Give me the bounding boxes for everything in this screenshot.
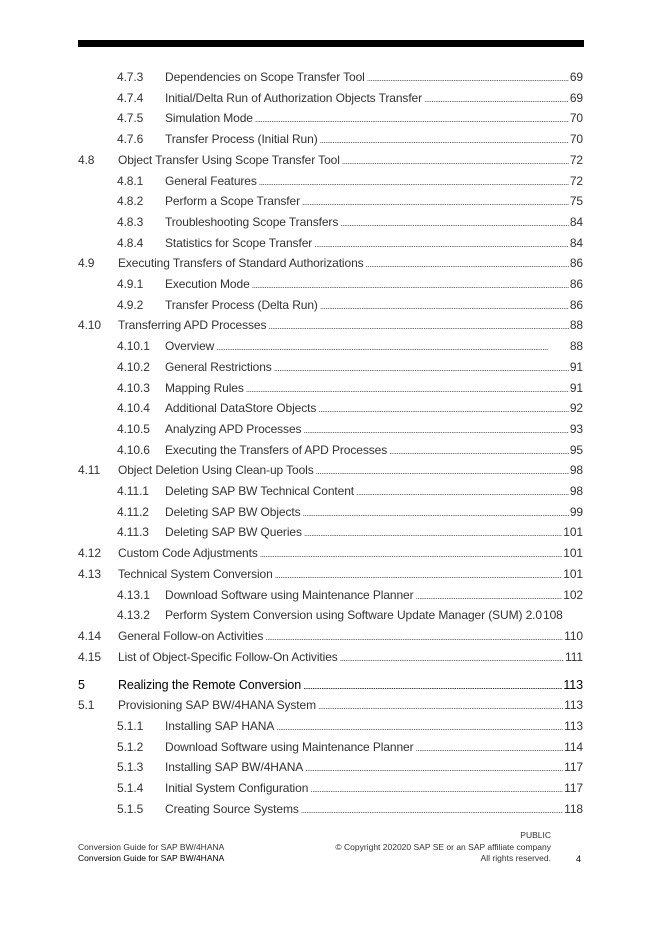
toc-entry[interactable] — [78, 546, 583, 564]
toc-entry[interactable] — [117, 339, 583, 357]
footer-doc-title: Conversion Guide for SAP BW/4HANA — [78, 842, 225, 852]
toc-entry-number: 4.8.4 — [117, 235, 144, 250]
toc-entry-page: 113 — [564, 698, 583, 713]
toc-entry-title: Installing SAP BW/4HANA — [165, 760, 304, 775]
toc-dot-leader — [265, 632, 563, 642]
toc-dot-leader — [275, 570, 563, 580]
toc-entry-page: 111 — [565, 649, 583, 664]
toc-entry-title: Additional DataStore Objects — [165, 401, 317, 416]
toc-dot-leader — [318, 701, 563, 711]
toc-entry[interactable] — [117, 132, 583, 150]
toc-dot-leader — [301, 805, 563, 815]
toc-entry-number: 4.9.2 — [117, 297, 144, 312]
toc-dot-leader — [260, 549, 562, 559]
toc-entry-number: 4.11.2 — [117, 504, 149, 519]
toc-entry-number: 4.7.4 — [117, 90, 144, 105]
header-rule — [78, 40, 584, 47]
toc-entry-page: 69 — [569, 90, 583, 105]
toc-dot-leader — [268, 321, 569, 331]
toc-entry[interactable] — [117, 380, 583, 399]
toc-entry-number: 4.12 — [78, 546, 101, 561]
toc-entry-page: 98 — [569, 463, 583, 478]
toc-dot-leader — [246, 384, 569, 394]
toc-entry[interactable] — [117, 297, 583, 316]
toc-entry-page: 117 — [564, 760, 583, 775]
toc-entry[interactable] — [117, 525, 583, 543]
toc-entry[interactable] — [78, 628, 583, 647]
toc-entry-number: 4.11.3 — [117, 525, 149, 540]
toc-entry[interactable] — [117, 70, 583, 88]
footer-copyright: © Copyright 202020 SAP SE or an SAP affiliate company — [335, 841, 551, 852]
toc-entry[interactable] — [117, 608, 583, 626]
toc-entry[interactable] — [117, 801, 583, 820]
toc-entry-title: Execution Mode — [165, 277, 250, 291]
toc-entry-number: 4.9 — [78, 256, 95, 271]
toc-entry-title: Dependencies on Scope Transfer Tool — [165, 70, 365, 84]
toc-entry[interactable] — [117, 760, 583, 778]
toc-entry-page: 95 — [569, 442, 583, 457]
toc-entry[interactable] — [117, 719, 583, 737]
toc-entry[interactable] — [78, 256, 583, 274]
toc-entry-number: 4.15 — [78, 649, 101, 664]
toc-entry[interactable] — [117, 111, 583, 129]
toc-entry[interactable] — [78, 566, 583, 585]
toc-entry-number: 4.10.1 — [117, 339, 150, 354]
footer-left — [78, 842, 224, 864]
toc-entry-page: 113 — [564, 719, 583, 733]
toc-entry[interactable] — [117, 484, 583, 502]
toc-entry-title: Custom Code Adjustments — [118, 546, 258, 561]
toc-entry-number: 4.10.4 — [117, 401, 150, 416]
toc-entry-page: 99 — [569, 504, 583, 519]
footer-doc-title-bold: Conversion Guide for SAP BW/4HANA — [78, 853, 225, 863]
toc-entry-page: 72 — [569, 173, 583, 188]
toc-entry-title: Transfer Process (Delta Run) — [165, 297, 318, 312]
toc-entry-page: 110 — [564, 628, 583, 643]
footer-rights: All rights reserved. — [480, 853, 551, 863]
toc-entry-number: 4.8 — [78, 152, 95, 167]
toc-entry[interactable] — [78, 463, 583, 481]
toc-entry-number: 5.1.4 — [117, 781, 144, 796]
toc-entry-number: 4.8.1 — [117, 173, 144, 188]
toc-entry[interactable] — [117, 235, 583, 254]
toc-entry-number: 5 — [78, 678, 85, 693]
toc-entry[interactable] — [117, 173, 583, 192]
toc-entry-title: Provisioning SAP BW/4HANA System — [118, 698, 316, 713]
toc-entry-number: 4.9.1 — [117, 277, 144, 291]
toc-entry-page: 84 — [569, 235, 583, 250]
toc-dot-leader — [318, 404, 569, 414]
toc-entry[interactable] — [117, 587, 583, 606]
toc-entry-number: 4.7.5 — [117, 111, 144, 126]
toc-dot-leader — [304, 528, 562, 538]
toc-entry-title: Technical System Conversion — [118, 566, 273, 581]
toc-entry-page: 101 — [563, 546, 583, 561]
footer-right — [335, 830, 551, 865]
toc-entry-title: Object Deletion Using Clean-up Tools — [118, 463, 314, 478]
toc-entry-page: 88 — [569, 339, 583, 354]
toc-entry-title: Simulation Mode — [165, 111, 253, 126]
toc-entry-number: 4.10.6 — [117, 442, 150, 457]
toc-entry-number: 5.1.1 — [117, 719, 144, 733]
toc-entry-page: 72 — [569, 152, 583, 167]
toc-entry-number: 5.1.2 — [117, 739, 144, 754]
toc-entry-number: 4.11 — [78, 463, 101, 478]
toc-dot-leader — [366, 259, 569, 269]
toc-entry[interactable] — [117, 90, 583, 109]
toc-entry-number: 4.8.3 — [117, 214, 144, 229]
toc-dot-leader — [342, 156, 569, 166]
toc-dot-leader — [302, 197, 569, 207]
toc-entry-page: 113 — [563, 678, 583, 693]
toc-entry-page: 118 — [564, 801, 583, 816]
toc-entry-number: 4.10 — [78, 318, 101, 333]
toc-entry-title: Deleting SAP BW Technical Content — [165, 484, 355, 498]
toc-dot-leader — [216, 342, 569, 352]
toc-dot-leader — [416, 743, 564, 753]
toc-entry[interactable] — [117, 781, 583, 799]
toc-entry-page: 92 — [569, 401, 583, 416]
toc-entry-page: 91 — [569, 380, 583, 395]
toc-dot-leader — [303, 425, 568, 435]
toc-entry-number: 5.1.5 — [117, 801, 144, 816]
toc-entry-title: Executing Transfers of Standard Authorizations — [118, 256, 364, 271]
toc-entry-page: 101 — [563, 566, 583, 581]
toc-dot-leader — [316, 466, 569, 476]
toc-entry-page: 98 — [569, 484, 583, 498]
toc-dot-leader — [340, 218, 569, 228]
toc-entry-page: 91 — [569, 359, 583, 374]
toc-entry-page: 102 — [563, 587, 583, 602]
toc-entry[interactable] — [78, 318, 583, 336]
toc-entry-page: 86 — [569, 297, 583, 312]
toc-entry-number: 4.14 — [78, 628, 101, 643]
footer-page-number: 4 — [576, 854, 582, 864]
toc-entry-title: Troubleshooting Scope Transfers — [165, 214, 339, 229]
toc-entry[interactable] — [78, 678, 583, 696]
toc-dot-leader — [252, 280, 569, 290]
toc-entry-title: Mapping Rules — [165, 380, 244, 395]
toc-entry-number: 4.13.1 — [117, 587, 150, 602]
toc-entry-number: 4.11.1 — [117, 484, 149, 498]
toc-dot-leader — [305, 763, 563, 773]
toc-entry[interactable] — [117, 421, 583, 440]
toc-entry-number: 4.10.5 — [117, 421, 150, 436]
toc-entry-title: Object Transfer Using Scope Transfer Tool — [118, 152, 340, 167]
toc-dot-leader — [259, 177, 569, 187]
toc-entry[interactable] — [117, 277, 583, 295]
toc-entry[interactable] — [78, 649, 583, 668]
toc-entry-page: 114 — [564, 739, 583, 754]
toc-entry[interactable] — [117, 194, 583, 212]
toc-entry-title: General Features — [165, 173, 257, 188]
toc-entry-title: Creating Source Systems — [165, 801, 299, 816]
toc-entry-page: 75 — [569, 194, 583, 209]
toc-dot-leader — [389, 446, 569, 456]
toc-entry-page: 70 — [569, 111, 583, 126]
toc-dot-leader — [303, 681, 562, 691]
toc-entry-page: 117 — [564, 781, 583, 796]
toc-entry[interactable] — [117, 401, 583, 419]
toc-entry-number: 4.10.2 — [117, 359, 150, 374]
toc-entry-title: General Restrictions — [165, 359, 272, 374]
toc-dot-leader — [416, 591, 563, 601]
toc-dot-leader — [314, 239, 569, 249]
toc-entry[interactable] — [78, 152, 583, 171]
toc-entry-title: Initial System Configuration — [165, 781, 309, 796]
toc-entry-title: Transfer Process (Initial Run) — [165, 132, 318, 147]
toc-entry-title: Deleting SAP BW Objects — [165, 504, 301, 519]
toc-dot-leader — [276, 722, 563, 732]
toc-entry-page: 93 — [569, 421, 583, 436]
toc-dot-leader — [356, 487, 569, 497]
toc-entry-title: Initial/Delta Run of Authorization Objects Transfer — [165, 90, 423, 105]
toc-entry-page: 88 — [569, 318, 583, 333]
toc-entry[interactable] — [78, 698, 583, 716]
toc-entry-title: Transferring APD Processes — [118, 318, 267, 333]
toc-entry[interactable] — [117, 359, 583, 378]
toc-dot-leader — [303, 508, 569, 518]
toc-entry-number: 4.10.3 — [117, 380, 150, 395]
toc-entry-number: 4.7.6 — [117, 132, 144, 147]
toc-entry-title: Realizing the Remote Conversion — [118, 678, 302, 693]
toc-entry-title: Perform a Scope Transfer — [165, 194, 300, 209]
toc-entry-page: 101 — [563, 525, 583, 540]
toc-entry[interactable] — [117, 739, 583, 758]
toc-dot-leader — [367, 73, 569, 83]
toc-entry-page: 86 — [569, 256, 583, 271]
toc-entry-number: 4.13 — [78, 566, 101, 581]
toc-entry-page: 69 — [569, 70, 583, 84]
toc-entry-title: Executing the Transfers of APD Processes — [165, 442, 388, 457]
toc-dot-leader — [340, 653, 564, 663]
toc-entry-title: Deleting SAP BW Queries — [165, 525, 302, 540]
toc-entry-number: 5.1 — [78, 698, 95, 713]
toc-entry-title: General Follow-on Activities — [118, 628, 264, 643]
toc-dot-leader — [424, 94, 569, 104]
toc-entry-title: Perform System Conversion using Software Update Manager (SUM) 2.0 — [165, 608, 542, 623]
toc-entry-title: Overview — [165, 339, 215, 354]
toc-entry[interactable] — [117, 442, 583, 461]
toc-entry[interactable] — [117, 214, 583, 233]
toc-entry-title: Installing SAP HANA — [165, 719, 275, 733]
toc-entry-number: 4.13.2 — [117, 608, 150, 623]
toc-dot-leader — [320, 135, 569, 145]
toc-entry-title: Statistics for Scope Transfer — [165, 235, 313, 250]
toc-dot-leader — [310, 784, 563, 794]
toc-entry-page: 84 — [569, 214, 583, 229]
toc-entry-number: 4.8.2 — [117, 194, 144, 209]
footer-classification: PUBLIC — [520, 830, 551, 840]
toc-entry-title: Download Software using Maintenance Planner — [165, 587, 414, 602]
toc-entry-title: Download Software using Maintenance Planner — [165, 739, 414, 754]
toc-entry-page: 108 — [543, 608, 563, 623]
toc-entry-page: 70 — [569, 132, 583, 147]
toc-entry-number: 5.1.3 — [117, 760, 144, 775]
toc-dot-leader — [255, 114, 569, 124]
toc-entry-title: List of Object-Specific Follow-On Activities — [118, 649, 338, 664]
toc-dot-leader — [274, 363, 569, 373]
toc-entry-page: 86 — [569, 277, 583, 291]
toc-entry-title: Analyzing APD Processes — [165, 421, 302, 436]
toc-entry[interactable] — [117, 504, 583, 523]
toc-entry-number: 4.7.3 — [117, 70, 144, 84]
toc-dot-leader — [320, 301, 569, 311]
